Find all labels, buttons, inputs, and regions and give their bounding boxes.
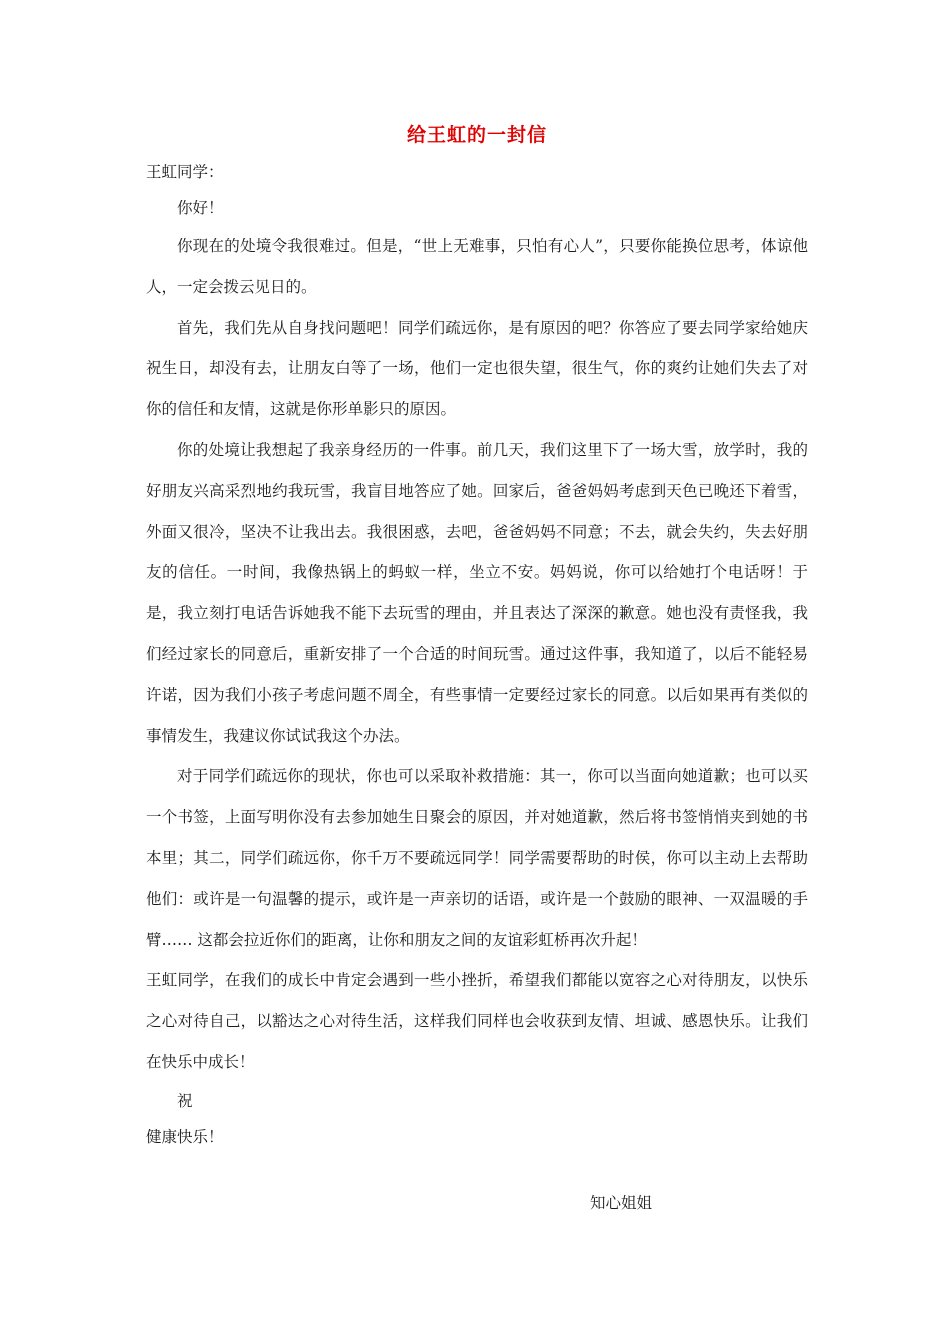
wish: 祝 <box>177 1091 193 1110</box>
paragraph-2: 首先，我们先从自身找问题吧！同学们疏远你，是有原因的吧？你答应了要去同学家给她庆祝生日，却没有去，让朋友白等了一场，他们一定也很失望，很生气，你的爽约让她们失去了对你的信任和友情，这就是你形单影只的原因。 <box>146 318 808 419</box>
salutation: 王虹同学： <box>146 163 224 181</box>
paragraph-1: 你现在的处境令我很难过。但是，“世上无难事，只怕有心人”，只要你能换位思考，体谅他人，一定会拨云见日的。 <box>146 237 808 296</box>
letter-page <box>146 120 808 1155</box>
signature: 知心姐姐 <box>590 1194 653 1212</box>
closing-paragraph: 王虹同学，在我们的成长中肯定会遇到一些小挫折，希望我们都能以宽容之心对待朋友，以快乐之心对待自己，以豁达之心对待生活，这样我们同样也会收获到友情、坦诚、感恩快乐。让我们在快乐中成长！ <box>146 971 808 1071</box>
wish-content: 健康快乐！ <box>146 1127 224 1146</box>
paragraph-3: 你的处境让我想起了我亲身经历的一件事。前几天，我们这里下了一场大雪，放学时，我的好朋友兴高采烈地约我玩雪，我盲目地答应了她。回家后，爸爸妈妈考虑到天色已晚还下着雪，外面又很冷，坚决不让我出去。我很困惑，去吧，爸爸妈妈不同意；不去，就会失约，失去好朋友的信任。一时间，我像热锅上的蚂蚁一样，坐立不安。妈妈说，你可以给她打个电话呀！于是，我立刻打电话告诉她我不能下去玩雪的理由，并且表达了深深的歉意。她也没有责怪我，我们经过家长的同意后，重新安排了一个合适的时间玩雪。通过这件事，我知道了，以后不能轻易许诺，因为我们小孩子考虑问题不周全，有些事情一定要经过家长的同意。以后如果再有类似的事情发生，我建议你试试我这个办法。 <box>146 440 808 745</box>
greeting: 你好！ <box>177 199 224 217</box>
paragraph-4: 对于同学们疏远你的现状，你也可以采取补救措施：其一，你可以当面向她道歉；也可以买一个书签，上面写明你没有去参加她生日聚会的原因，并对她道歉，然后将书签悄悄夹到她的书本里；其二，同学们疏远你，你千万不要疏远同学！同学需要帮助的时侯，你可以主动上去帮助他们：或许是一句温馨的提示，或许是一声亲切的话语，或许是一个鼓励的眼神、一双温暖的手臂…… 这都会拉近你们的距离，让你和朋友之间的友谊彩虹桥再次升起！ <box>146 767 808 949</box>
letter-title: 给王虹的一封信 <box>406 124 547 146</box>
